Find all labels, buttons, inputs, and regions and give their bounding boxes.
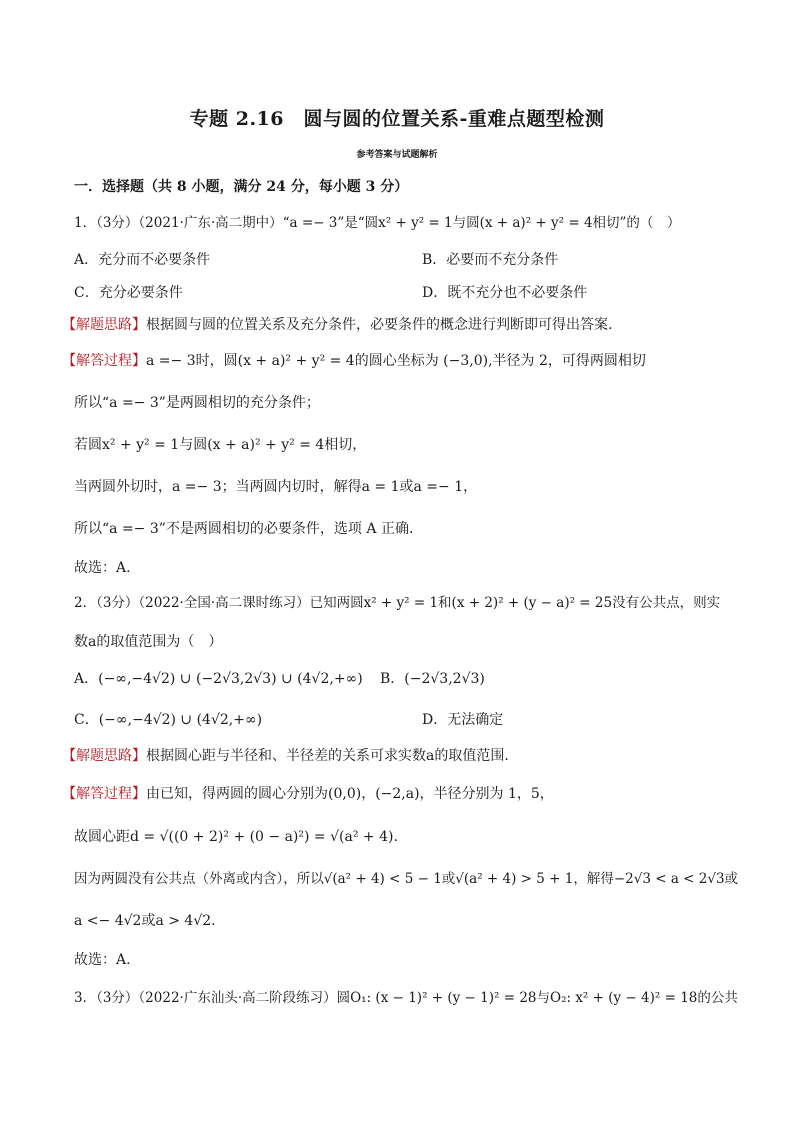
q1-idea: [62, 315, 740, 335]
q1-proc-line4: 当两圆外切时，a =− 3；当两圆内切时，解得a = 1或a =− 1，: [74, 479, 478, 495]
q1-proc-line1: a =− 3时，圆(x + a)² + y² = 4的圆心坐标为 (−3,0),半径为 2，可得两圆相切: [146, 353, 646, 369]
q3-stem-line1: 3．（3分）（2022·广东汕头·高二阶段练习）圆O₁: (x − 1)² + (y − 1)² = 28与O₂: x² + (y − 4)² = 18的公共: [74, 990, 738, 1006]
q2-option-b: B．(−2√3,2√3): [380, 671, 485, 687]
q1-idea-text: 根据圆与圆的位置关系及充分条件，必要条件的概念进行判断即可得出答案.: [146, 317, 613, 333]
q2-option-d: D．无法确定: [422, 712, 504, 728]
q2-option-a: A．(−∞,−4√2) ∪ (−2√3,2√3) ∪ (4√2,+∞): [74, 671, 363, 687]
q2-idea: [62, 746, 740, 766]
q2-proc-line2: 故圆心距d = √((0 + 2)² + (0 − a)²) = √(a² + 4).: [74, 829, 398, 845]
q2-answer: 故选：A.: [74, 952, 131, 968]
q2-proc-line3: 因为两圆没有公共点（外离或内含），所以√(a² + 4) < 5 − 1或√(a² + 4) > 5 + 1，解得−2√3 < a < 2√3或: [74, 871, 739, 887]
q1-option-a: A．充分而不必要条件: [74, 252, 211, 268]
q1-proc-line3: 若圆x² + y² = 1与圆(x + a)² + y² = 4相切，: [74, 437, 367, 453]
q1-proc-line5: 所以“a =− 3”不是两圆相切的必要条件，选项 A 正确.: [74, 521, 414, 537]
q2-stem-line1: 2．（3分）（2022·全国·高二课时练习）已知两圆x² + y² = 1和(x + 2)² + (y − a)² = 25没有公共点，则实: [74, 595, 721, 611]
q1-option-c: C．充分必要条件: [74, 285, 183, 301]
q2-options-row1: [74, 669, 740, 689]
q2-idea-text: 根据圆心距与半径和、半径差的关系可求实数a的取值范围.: [146, 748, 509, 764]
q1-options-row2: [74, 283, 740, 303]
q2-proc-line4: a <− 4√2或a > 4√2.: [74, 913, 216, 929]
q2-proc-line1: 由已知，得两圆的圆心分别为(0,0)，(−2,a)，半径分别为 1，5，: [146, 786, 554, 802]
q1-stem-prefix: 1．（3分）（2021·广东·高二期中）: [74, 215, 283, 231]
q2-process: [62, 784, 740, 804]
q2-idea-tag: 【解题思路】: [62, 748, 146, 764]
page-title: 专题 2.16 圆与圆的位置关系-重难点题型检测: [189, 108, 605, 130]
q1-proc-line2: 所以“a =− 3”是两圆相切的充分条件；: [74, 395, 320, 411]
q2-options-row2: [74, 710, 740, 730]
q1-stem-quote: “a =− 3”是“圆x² + y² = 1与圆(x + a)² + y² = 4相切”的（ ）: [282, 215, 681, 231]
q1-idea-tag: 【解题思路】: [62, 317, 146, 333]
q1-stem: [74, 213, 740, 233]
q1-answer: 故选：A.: [74, 560, 131, 576]
q2-stem-line2: 数a的取值范围为（ ）: [74, 634, 223, 650]
q1-proc-tag: 【解答过程】: [62, 353, 146, 369]
q1-options-row1: [74, 250, 740, 270]
q1-process: [62, 351, 740, 371]
q2-proc-tag: 【解答过程】: [62, 786, 146, 802]
page-subtitle: 参考答案与试题解析: [356, 150, 438, 160]
q2-option-c: C．(−∞,−4√2) ∪ (4√2,+∞): [74, 712, 263, 728]
q1-option-d: D．既不充分也不必要条件: [422, 285, 588, 301]
q1-option-b: B．必要而不充分条件: [422, 252, 559, 268]
section-heading: 一．选择题（共 8 小题，满分 24 分，每小题 3 分）: [74, 179, 409, 195]
